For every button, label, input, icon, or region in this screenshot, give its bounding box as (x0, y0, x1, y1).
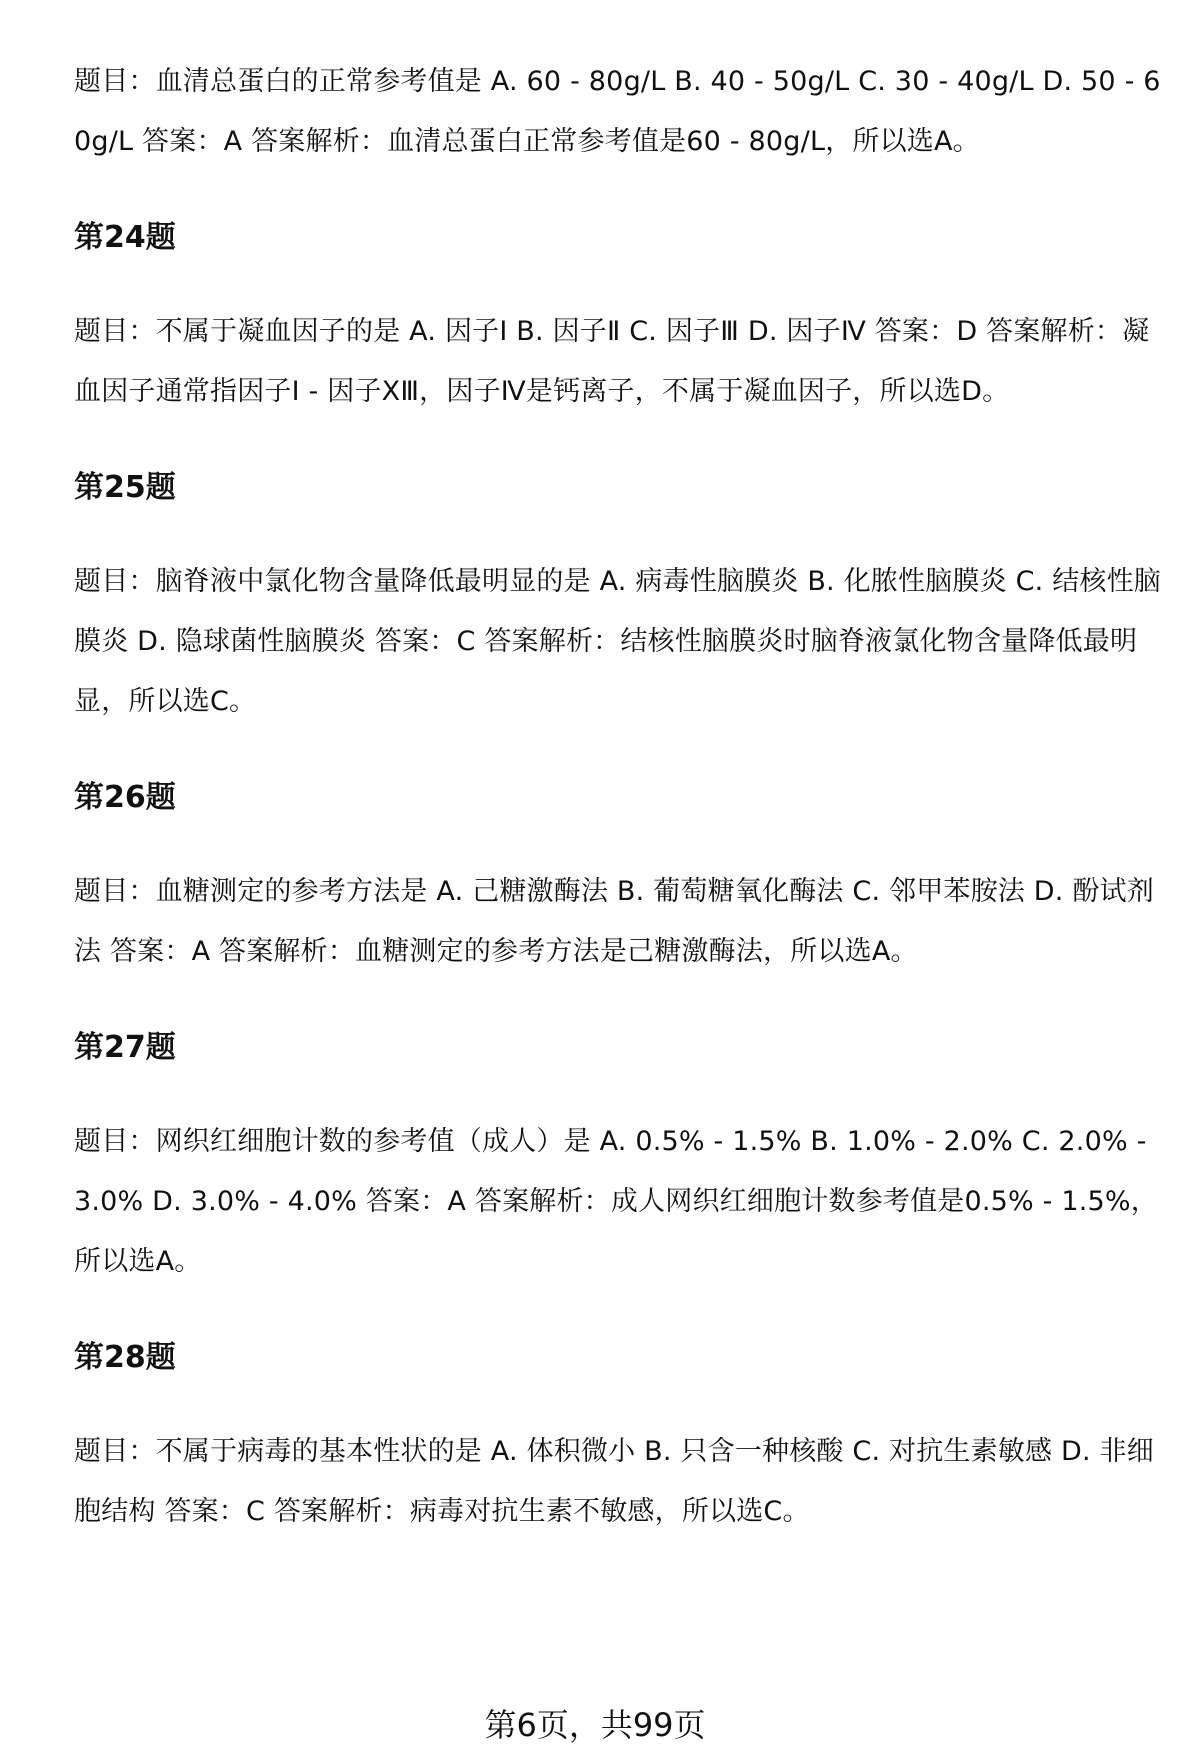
question-26-heading: 第26题 (74, 780, 176, 815)
document-page (74, 52, 1166, 1542)
question-27-heading: 第27题 (74, 1030, 176, 1065)
question-23-text: 题目：血清总蛋白的正常参考值是 A. 60 - 80g/L B. 40 - 50g/L C. 30 - 40g/L D. 50 - 60g/L 答案：A 答案解析：血清总蛋白正常参考值是60 - 80g/L，所以选A。 (74, 66, 1161, 157)
question-25-text: 题目：脑脊液中氯化物含量降低最明显的是 A. 病毒性脑膜炎 B. 化脓性脑膜炎 C. 结核性脑膜炎 D. 隐球菌性脑膜炎 答案：C 答案解析：结核性脑膜炎时脑脊液氯化物含量降低最明显，所以选C。 (74, 566, 1162, 717)
question-25-heading: 第25题 (74, 470, 176, 505)
question-24-text: 题目：不属于凝血因子的是 A. 因子Ⅰ B. 因子Ⅱ C. 因子Ⅲ D. 因子Ⅳ 答案：D 答案解析：凝血因子通常指因子Ⅰ - 因子ⅩⅢ，因子Ⅳ是钙离子，不属于凝血因子，所以选D。 (74, 316, 1150, 407)
question-27-text: 题目：网织红细胞计数的参考值（成人）是 A. 0.5% - 1.5% B. 1.0% - 2.0% C. 2.0% - 3.0% D. 3.0% - 4.0% 答案：A 答案解析：成人网织红细胞计数参考值是0.5% - 1.5%，所以选A。 (74, 1126, 1158, 1277)
question-24-heading: 第24题 (74, 220, 176, 255)
page-number-footer: 第6页，共99页 (484, 1706, 706, 1744)
question-26-text: 题目：血糖测定的参考方法是 A. 己糖激酶法 B. 葡萄糖氧化酶法 C. 邻甲苯胺法 D. 酚试剂法 答案：A 答案解析：血糖测定的参考方法是己糖激酶法，所以选A。 (74, 876, 1154, 967)
question-28-heading: 第28题 (74, 1340, 176, 1375)
question-28-text: 题目：不属于病毒的基本性状的是 A. 体积微小 B. 只含一种核酸 C. 对抗生素敏感 D. 非细胞结构 答案：C 答案解析：病毒对抗生素不敏感，所以选C。 (74, 1436, 1154, 1527)
